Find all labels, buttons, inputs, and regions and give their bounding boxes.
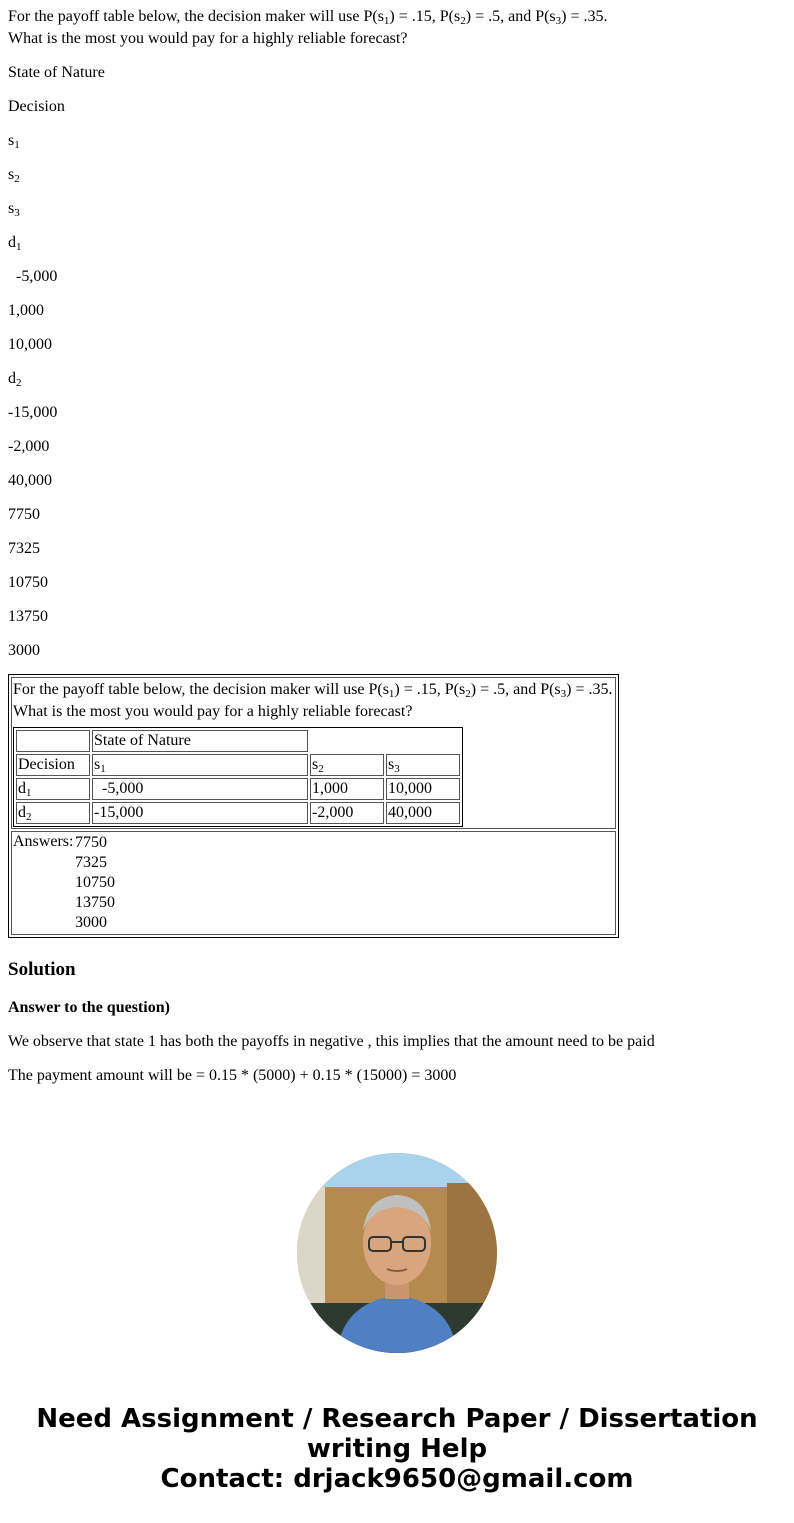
solution-paragraph-2: The payment amount will be = 0.15 * (5000) + 0.15 * (15000) = 3000 [8, 1067, 457, 1084]
s1-label: $s_1$ [8, 132, 20, 151]
d1-s2-value: 1,000 [8, 302, 44, 319]
decision-header: Decision [16, 754, 90, 776]
solution-subheading: Answer to the question) [8, 999, 170, 1016]
d1-s1-value: -5,000 [8, 268, 58, 285]
promo-banner [0, 1404, 794, 1494]
state-of-nature-header: State of Nature [92, 730, 308, 752]
d1-s1-cell: -5,000 [92, 778, 308, 800]
d2-cell: $d_2$ [16, 802, 90, 824]
solution-paragraph-1: We observe that state 1 has both the payoffs in negative , this implies that the amount need to be paid [8, 1033, 655, 1050]
empty-cell [16, 730, 90, 752]
carved-panel [447, 1183, 497, 1303]
decision-label: Decision [8, 98, 65, 115]
question-table [8, 674, 619, 938]
table-row [16, 754, 460, 776]
d2-label: $d_2$ [8, 370, 22, 389]
answer-item: 3000 [75, 914, 107, 931]
author-photo [297, 1153, 497, 1353]
answer-option-4: 13750 [8, 608, 48, 625]
table-row [16, 730, 460, 752]
answer-option-5: 3000 [8, 642, 40, 659]
sky-patch [297, 1153, 497, 1187]
d1-s2-cell: 1,000 [310, 778, 384, 800]
d1-s3-value: 10,000 [8, 336, 52, 353]
d1-label: $d_1$ [8, 234, 22, 253]
answer-option-1: 7750 [8, 506, 40, 523]
state-of-nature-label: State of Nature [8, 64, 105, 81]
promo-line-3: Contact: drjack9650@gmail.com [160, 1464, 634, 1494]
document [8, 6, 786, 1087]
answer-item: 10750 [75, 874, 115, 891]
flat-text-block [8, 6, 786, 666]
d2-s1-cell: -15,000 [92, 802, 308, 824]
answers-list [75, 833, 115, 933]
solution-heading: Solution [8, 959, 76, 980]
window-frame [297, 1187, 325, 1307]
d2-s2-cell: -2,000 [310, 802, 384, 824]
answer-item: 7750 [75, 834, 107, 851]
question-cell: For the payoff table below, the decision maker will use $P(s_1) = .15$, $P(s_2) = .5$, and $P(s_3) = .35$. What is the most you would pay for a highly reliable forecast? State of Nature Decision $s_1$ $s_2$ $s_3$ $d_1$ -5,000 1,000 10,000 $d_2$ -15,000 -2,000 40,000 [11, 677, 616, 829]
d1-s3-cell: 10,000 [386, 778, 460, 800]
s3-header: $s_3$ [386, 754, 460, 776]
d1-cell: $d_1$ [16, 778, 90, 800]
table-row [16, 778, 460, 800]
s2-label: $s_2$ [8, 166, 20, 185]
s2-header: $s_2$ [310, 754, 384, 776]
answers-cell [11, 831, 616, 935]
d2-s3-cell: 40,000 [386, 802, 460, 824]
question-text: For the payoff table below, the decision maker will use $P(s_1) = .15$, $P(s_2) = .5$, and $P(s_3) = .35$. What is the most you would pay for a highly reliable forecast? [8, 8, 608, 47]
table-row [16, 802, 460, 824]
s3-label: $s_3$ [8, 200, 20, 219]
promo-line-1: Need Assignment / Research Paper / Dissertation [36, 1404, 758, 1434]
answer-item: 13750 [75, 894, 115, 911]
s1-header: $s_1$ [92, 754, 308, 776]
answer-option-2: 7325 [8, 540, 40, 557]
author-avatar [297, 1153, 497, 1353]
answers-label: Answers: [13, 833, 74, 850]
payoff-table [13, 727, 463, 827]
d2-s3-value: 40,000 [8, 472, 52, 489]
promo-line-2: writing Help [306, 1434, 488, 1464]
answer-item: 7325 [75, 854, 107, 871]
d2-s2-value: -2,000 [8, 438, 50, 455]
d2-s1-value: -15,000 [8, 404, 58, 421]
answer-option-3: 10750 [8, 574, 48, 591]
